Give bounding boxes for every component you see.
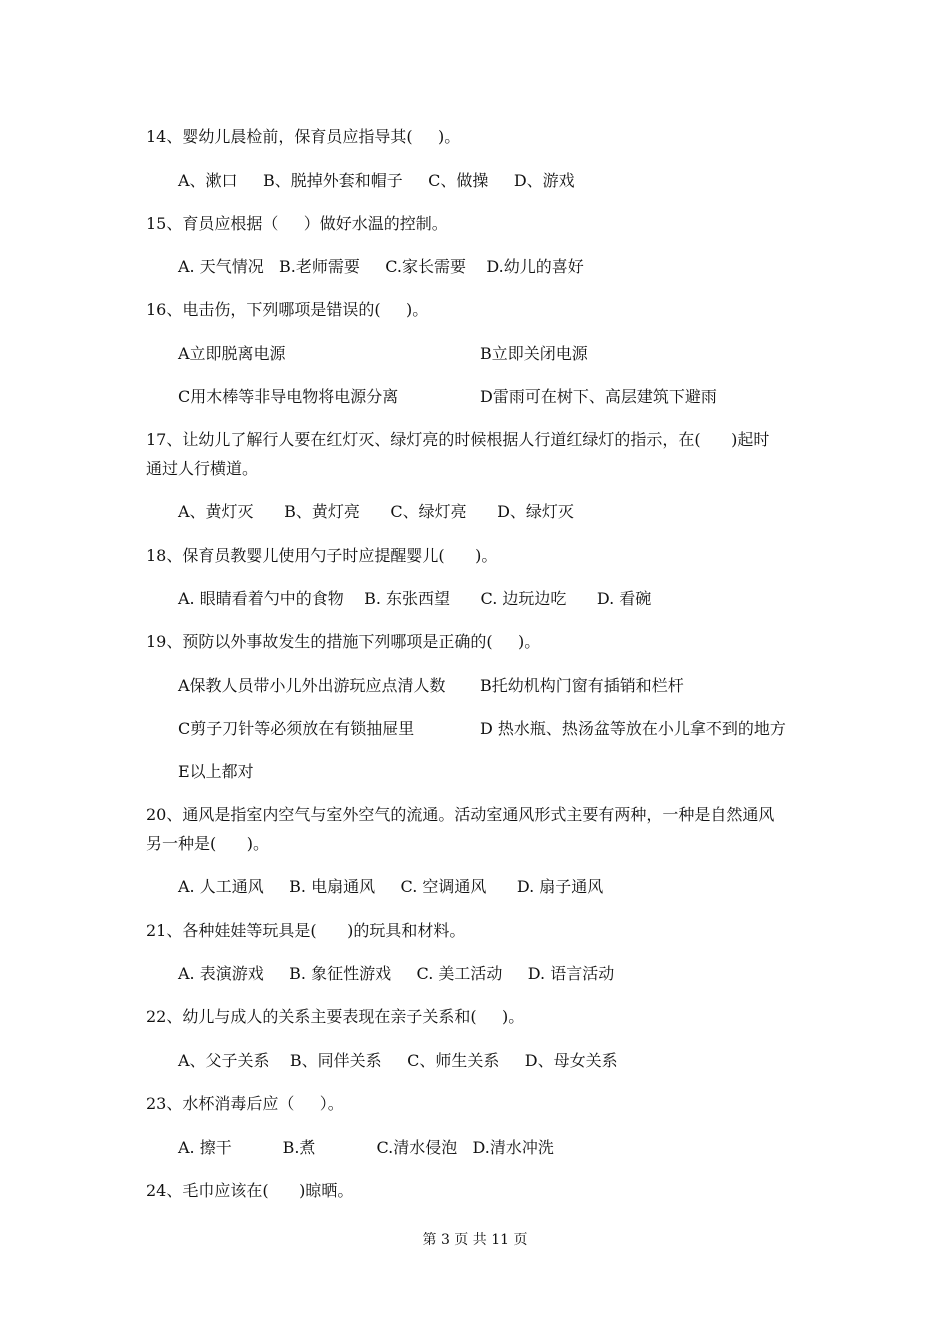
question-24-stem: 24、毛巾应该在( )晾晒。 bbox=[146, 1181, 354, 1200]
question-20-options: A. 人工通风 B. 电扇通风 C. 空调通风 D. 扇子通风 bbox=[178, 877, 604, 896]
question-19-option-e: E以上都对 bbox=[178, 762, 254, 781]
question-19-option-a: A保教人员带小儿外出游玩应点清人数 bbox=[178, 676, 446, 695]
question-19-option-c: C剪子刀针等必须放在有锁抽屉里 bbox=[178, 719, 415, 738]
question-23-options: A. 擦干 B.煮 C.清水侵泡 D.清水冲洗 bbox=[178, 1138, 554, 1157]
question-18-options: A. 眼睛看着勺中的食物 B. 东张西望 C. 边玩边吃 D. 看碗 bbox=[178, 589, 652, 608]
question-17-stem: 17、让幼儿了解行人要在红灯灭、绿灯亮的时候根据人行道红绿灯的指示，在( )起时 bbox=[146, 430, 770, 449]
question-19-option-d: D 热水瓶、热汤盆等放在小儿拿不到的地方 bbox=[480, 719, 786, 738]
question-15-options: A. 天气情况 B.老师需要 C.家长需要 D.幼儿的喜好 bbox=[178, 257, 584, 276]
question-23-stem: 23、水杯消毒后应（ ）。 bbox=[146, 1094, 344, 1113]
question-16-stem: 16、电击伤，下列哪项是错误的( )。 bbox=[146, 300, 429, 319]
question-16-option-a: A立即脱离电源 bbox=[178, 344, 286, 363]
question-20-stem: 20、通风是指室内空气与室外空气的流通。活动室通风形式主要有两种，一种是自然通风 bbox=[146, 805, 775, 824]
question-17-stem-continued: 通过人行横道。 bbox=[146, 459, 259, 478]
question-22-stem: 22、幼儿与成人的关系主要表现在亲子关系和( )。 bbox=[146, 1007, 525, 1026]
question-21-stem: 21、各种娃娃等玩具是( )的玩具和材料。 bbox=[146, 921, 466, 940]
question-16-option-d: D雷雨可在树下、高层建筑下避雨 bbox=[480, 387, 717, 406]
question-22-options: A、父子关系 B、同伴关系 C、师生关系 D、母女关系 bbox=[178, 1051, 618, 1070]
question-19-stem: 19、预防以外事故发生的措施下列哪项是正确的( )。 bbox=[146, 632, 541, 651]
question-14-stem: 14、婴幼儿晨检前，保育员应指导其( )。 bbox=[146, 127, 461, 146]
question-19-option-b: B托幼机构门窗有插销和栏杆 bbox=[480, 676, 684, 695]
question-16-option-c: C用木棒等非导电物将电源分离 bbox=[178, 387, 399, 406]
page-footer: 第 3 页 共 11 页 bbox=[422, 1232, 528, 1248]
question-21-options: A. 表演游戏 B. 象征性游戏 C. 美工活动 D. 语言活动 bbox=[178, 964, 615, 983]
question-14-options: A、漱口 B、脱掉外套和帽子 C、做操 D、游戏 bbox=[178, 171, 575, 190]
question-20-stem-continued: 另一种是( )。 bbox=[146, 834, 270, 853]
question-17-options: A、黄灯灭 B、黄灯亮 C、绿灯亮 D、绿灯灭 bbox=[178, 502, 574, 521]
question-15-stem: 15、育员应根据（ ）做好水温的控制。 bbox=[146, 214, 448, 233]
question-16-option-b: B立即关闭电源 bbox=[480, 344, 588, 363]
question-18-stem: 18、保育员教婴儿使用勺子时应提醒婴儿( )。 bbox=[146, 546, 498, 565]
